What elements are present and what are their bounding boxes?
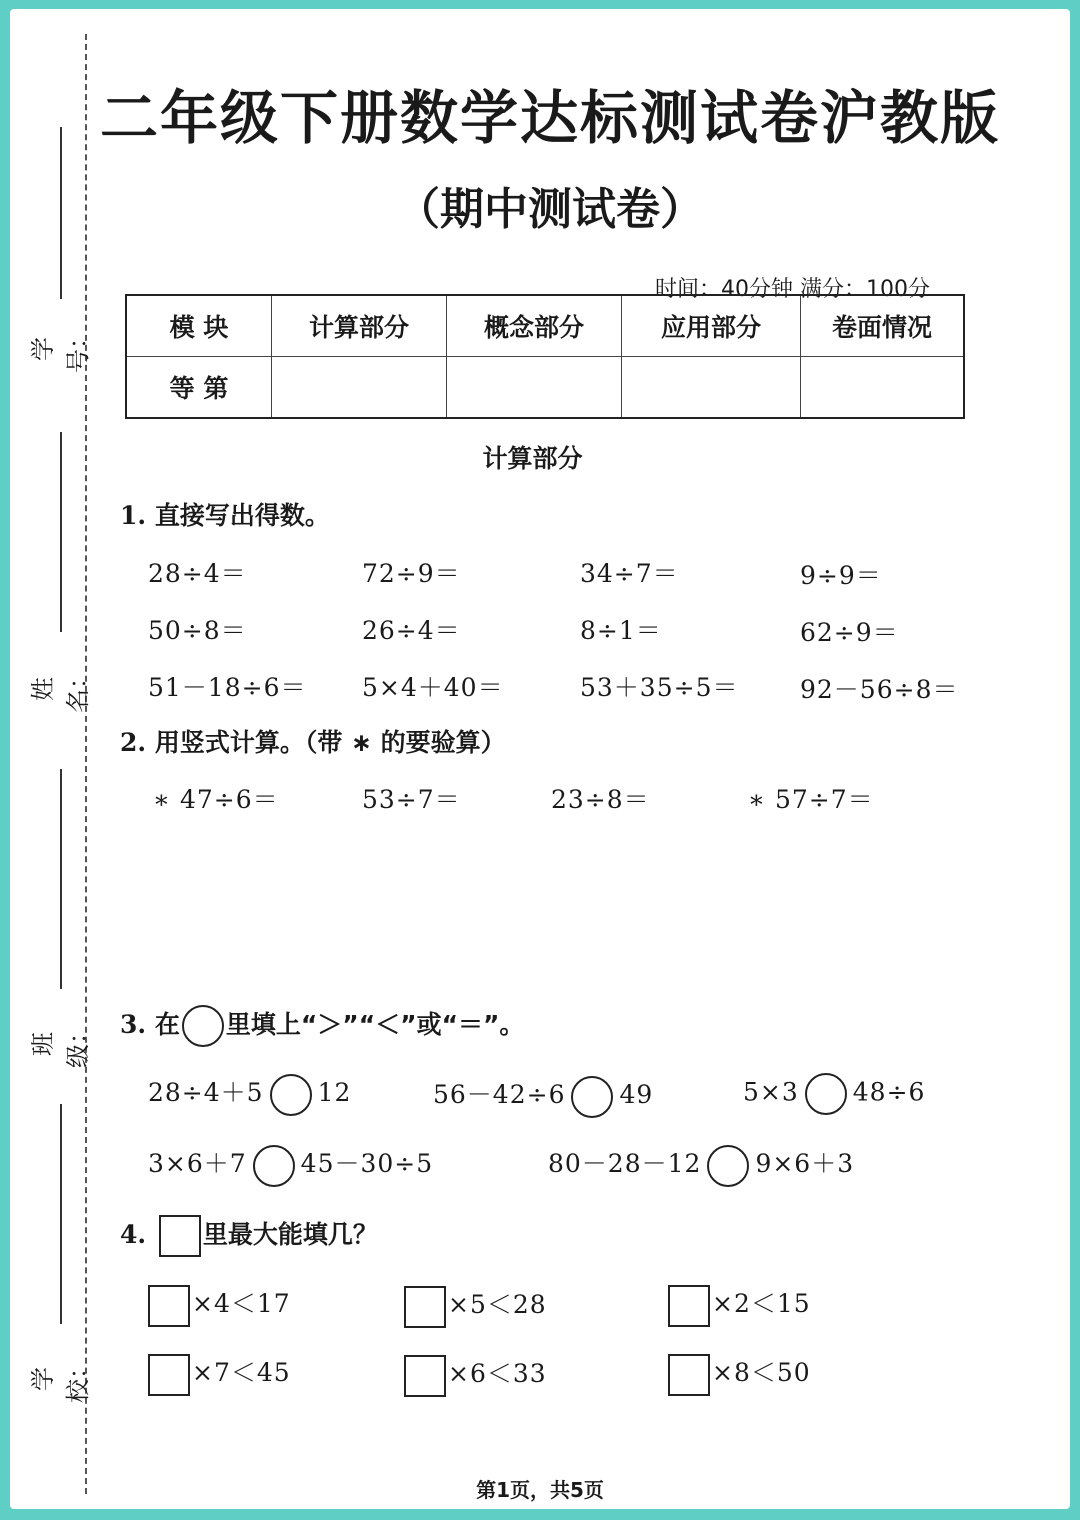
grade-cell[interactable] bbox=[622, 357, 801, 419]
compare-left: 5×3 bbox=[743, 1077, 799, 1107]
question-number: 4. bbox=[120, 1220, 147, 1249]
answer-circle[interactable] bbox=[571, 1076, 613, 1118]
answer-box[interactable] bbox=[668, 1285, 710, 1327]
class-line bbox=[60, 769, 62, 989]
table-header-cell: 卷面情况 bbox=[801, 295, 965, 357]
table-header-cell: 模 块 bbox=[126, 295, 272, 357]
school-line bbox=[60, 1104, 62, 1324]
expression: 53＋35÷5＝ bbox=[580, 673, 739, 702]
answer-circle[interactable] bbox=[805, 1073, 847, 1115]
compare-right: 49 bbox=[619, 1080, 654, 1109]
table-header-cell: 应用部分 bbox=[622, 295, 801, 357]
answer-box[interactable] bbox=[404, 1355, 446, 1397]
fill-box-item bbox=[404, 1354, 547, 1397]
answer-box[interactable] bbox=[404, 1286, 446, 1328]
student-id-label: 学号： bbox=[29, 325, 92, 373]
time-info: 时间：40分钟 满分：100分 bbox=[655, 277, 930, 302]
expression: 62÷9＝ bbox=[800, 618, 899, 647]
page-footer: 第1页，共5页 bbox=[476, 1478, 604, 1502]
question-2-title bbox=[120, 723, 506, 759]
compare-left: 28÷4＋5 bbox=[148, 1078, 264, 1107]
question-4-title bbox=[120, 1215, 378, 1257]
expression: 53÷7＝ bbox=[362, 785, 461, 814]
expression: 5×4＋40＝ bbox=[362, 673, 504, 702]
expression: 23÷8＝ bbox=[551, 785, 650, 814]
binding-dashed-line bbox=[85, 34, 87, 1494]
compare-item bbox=[548, 1144, 854, 1187]
compare-left: 56－42÷6 bbox=[433, 1080, 566, 1109]
fill-box-item bbox=[668, 1353, 811, 1396]
expression: ∗ 57÷7＝ bbox=[748, 785, 874, 814]
question-1-title bbox=[120, 496, 330, 532]
compare-right: 48÷6 bbox=[852, 1077, 926, 1107]
exam-page bbox=[10, 9, 1070, 1509]
inequality: ×7＜45 bbox=[192, 1358, 291, 1387]
inequality: ×8＜50 bbox=[712, 1358, 811, 1387]
name-label: 姓名： bbox=[29, 665, 92, 713]
question-number: 2. bbox=[120, 728, 147, 757]
expression: 28÷4＝ bbox=[148, 559, 247, 588]
expression: 72÷9＝ bbox=[362, 559, 461, 588]
compare-right: 12 bbox=[317, 1078, 352, 1107]
compare-item bbox=[148, 1144, 433, 1187]
compare-item bbox=[148, 1073, 351, 1116]
page-subtitle: （期中测试卷） bbox=[396, 184, 704, 235]
fill-box-item bbox=[148, 1353, 291, 1396]
expression: 92－56÷8＝ bbox=[800, 675, 959, 704]
question-number: 3. bbox=[120, 1010, 147, 1039]
score-table-header-row bbox=[126, 295, 964, 357]
class-label: 班级： bbox=[29, 1020, 92, 1068]
table-row-label: 等 第 bbox=[126, 357, 272, 419]
score-table-grade-row bbox=[126, 357, 964, 419]
compare-left: 3×6＋7 bbox=[148, 1149, 247, 1178]
answer-circle[interactable] bbox=[270, 1074, 312, 1116]
compare-right: 9×6＋3 bbox=[755, 1149, 855, 1178]
question-text: 直接写出得数。 bbox=[154, 501, 330, 530]
fill-box-item bbox=[404, 1285, 547, 1328]
question-3-title bbox=[120, 1005, 524, 1047]
inequality: ×4＜17 bbox=[192, 1289, 291, 1318]
circle-icon bbox=[182, 1005, 224, 1047]
inequality: ×2＜15 bbox=[712, 1289, 811, 1318]
table-header-cell: 概念部分 bbox=[447, 295, 622, 357]
fill-box-item bbox=[668, 1284, 811, 1327]
question-text: 在 bbox=[154, 1010, 180, 1039]
expression: 50÷8＝ bbox=[148, 616, 247, 645]
compare-right: 45－30÷5 bbox=[300, 1149, 434, 1178]
school-label: 学校： bbox=[29, 1355, 92, 1403]
inequality: ×6＜33 bbox=[448, 1359, 547, 1388]
expression: 8÷1＝ bbox=[580, 616, 662, 645]
question-text: 里最大能填几？ bbox=[202, 1220, 378, 1249]
table-header-cell: 计算部分 bbox=[272, 295, 447, 357]
answer-circle[interactable] bbox=[253, 1145, 295, 1187]
compare-item bbox=[433, 1075, 653, 1118]
grade-cell[interactable] bbox=[447, 357, 622, 419]
question-text: 里填上“＞”“＜”或“＝”。 bbox=[225, 1010, 525, 1039]
expression: 26÷4＝ bbox=[362, 616, 461, 645]
grade-cell[interactable] bbox=[801, 357, 965, 419]
inequality: ×5＜28 bbox=[448, 1290, 547, 1319]
compare-item bbox=[743, 1073, 925, 1115]
answer-box[interactable] bbox=[148, 1354, 190, 1396]
answer-box[interactable] bbox=[148, 1285, 190, 1327]
expression: 9÷9＝ bbox=[800, 561, 882, 590]
question-number: 1. bbox=[120, 501, 147, 530]
grade-cell[interactable] bbox=[272, 357, 447, 419]
question-text: 用竖式计算。（带 ∗ 的要验算） bbox=[154, 728, 506, 757]
square-icon bbox=[159, 1215, 201, 1257]
expression: 34÷7＝ bbox=[580, 559, 679, 588]
score-table bbox=[125, 294, 965, 419]
fill-box-item bbox=[148, 1284, 291, 1327]
expression: ∗ 47÷6＝ bbox=[153, 785, 279, 814]
section-heading: 计算部分 bbox=[482, 444, 583, 473]
compare-left: 80－28－12 bbox=[548, 1149, 702, 1178]
page-title: 二年级下册数学达标测试卷沪教版 bbox=[99, 84, 1000, 152]
expression: 51－18÷6＝ bbox=[148, 673, 307, 702]
answer-box[interactable] bbox=[668, 1354, 710, 1396]
answer-circle[interactable] bbox=[707, 1145, 749, 1187]
